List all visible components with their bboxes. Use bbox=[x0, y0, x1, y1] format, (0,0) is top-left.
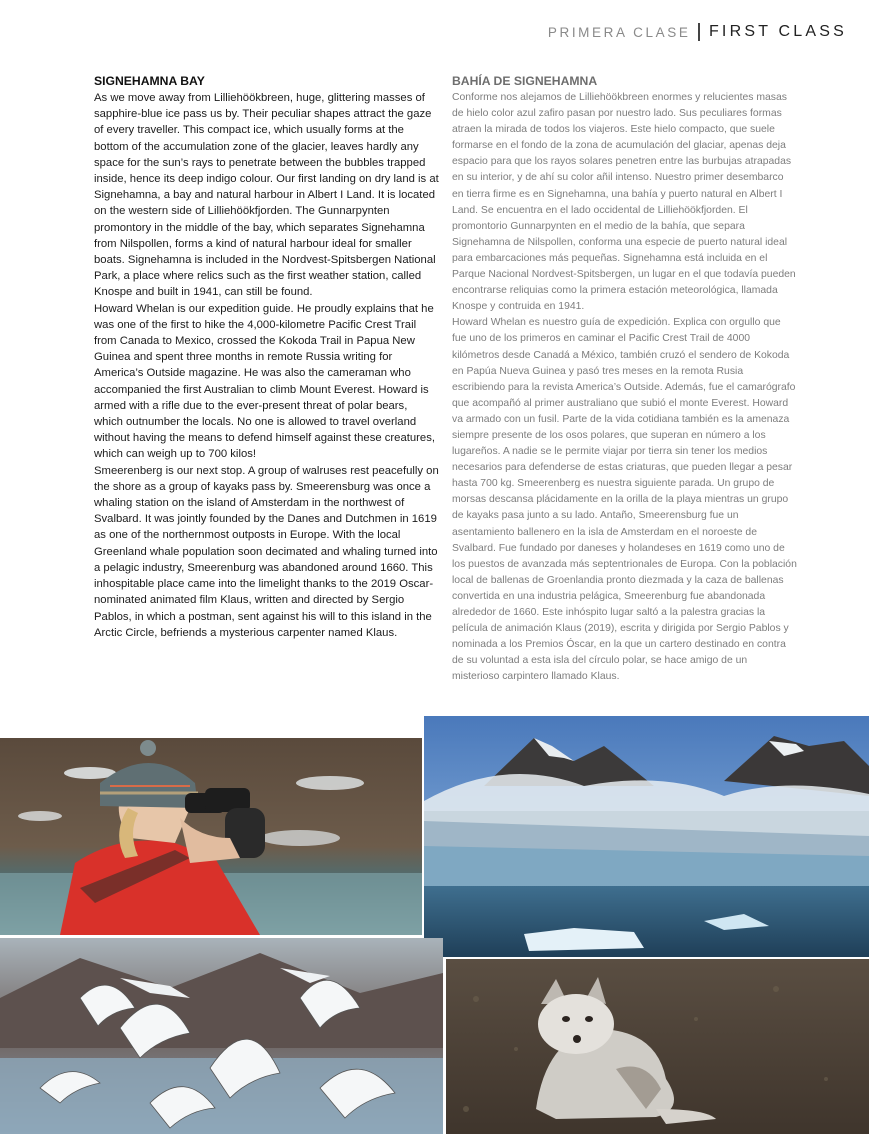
header-divider bbox=[698, 23, 700, 41]
hiker-binoculars-photo bbox=[0, 738, 422, 935]
english-paragraph: Smeerenberg is our next stop. A group of walruses rest peacefully on the shore as a group of kayaks pass by. Smeerensburg was once a whaling station on the island of Amsterdam in the northwest of Svalbard. It was jointly founded by the Danes and Dutchmen in 1619 as one of the northernmost outposts in Europe. With the local Greenland whale population soon decimated and whaling turned into a pelagic industry, Smeerenburg was abandoned around 1660. This inhospitable place came into the limelight thanks to the 2019 Oscar-nominated animated film Klaus, written and directed by Sergio Pablos, in which a postman, sent against his will to this island in the Arctic Circle, befriends a mysterious carpenter named Klaus. bbox=[94, 464, 439, 639]
spanish-paragraph: Conforme nos alejamos de Lilliehöökbreen enormes y relucientes masas de hielo color azul zafiro pasan por nuestro lado. Sus peculiares formas atraen la mirada de todos los viajeros. Este hielo compacto, que suele formarse en el fondo de la zona de acumulación del glaciar, apenas deja espacio para que los rayos solares penetren entre las burbujas atrapadas en su interior, y de ahí su color añil intenso. Nuestro primer desembarco en tierra firme es en Signehamna, una bahía y puerto natural en Albert I Land. Se encuentra en el lado occidental de Lilliehöökfjorden. El promontorio Gunnarpynten en el medio de la bahía, que separa Signehamna de Nilspollen, conforma una especie de puerto natural ideal para embarcaciones más pequeñas. Signehamna está incluida en el Parque Nacional Nordvest-Spitsbergen, un lugar en el que todavía pueden encontrarse reliquias como la primera estación meteorológica, llamada Knospe y contruida en 1941. bbox=[452, 92, 796, 313]
spanish-article-title: BAHÍA DE SIGNEHAMNA bbox=[452, 74, 598, 88]
page-header bbox=[548, 22, 847, 42]
seagulls-photo bbox=[0, 938, 443, 1134]
spanish-article-column bbox=[452, 74, 797, 685]
section-title-english: FIRST CLASS bbox=[708, 23, 847, 40]
spanish-paragraph: Howard Whelan es nuestro guía de expedición. Explica con orgullo que fue uno de los primeros en caminar el Pacific Crest Trail de 4000 kilómetros desde Canadá a México, también cruzó el sendero de Kokoda en Papúa Nueva Guinea y pasó tres meses en la remota Rusia escribiendo para la revista America’s Outside. Además, fue el camarógrafo que acompañó al primer australiano que subió el monte Everest. Howard va armado con un fusil. Parte de la vida cotidiana también es la amenaza siempre presente de los osos polares, que superan en número a los lugareños. A nadie se le permite viajar por tierra sin tener los medios necesarios para defenderse de estas criaturas, que pueden llegar a pesar hasta 700 kg. Smeerenberg es nuestra siguiente parada. Un grupo de morsas descansa plácidamente en la orilla de la playa mientras un grupo de kayaks pasa junto a su lado. Antaño, Smeerensburg fue un asentamiento ballenero en la isla de Amsterdam en el noroeste de Svalbard. Fue fundado por daneses y holandeses en 1619 como uno de los puestos de avanzada más septentrionales de Europa. Con la población local de ballenas de Groenlandia pronto diezmada y la caza de ballenas convertida en una industria pelágica, Smeerenburg fue abandonada alrededor de 1660. Este inhóspito lugar saltó a la palestra gracias la película de animación Klaus (2019), escrita y dirigida por Sergio Pablos y nominada a los Premios Óscar, en la que un cartero destinado en contra de su voluntad a esta isla del círculo polar, se hace amigo de un misterioso carpintero llamado Klaus. bbox=[452, 317, 797, 683]
english-paragraph: Howard Whelan is our expedition guide. He proudly explains that he was one of the first to hike the 4,000-kilometre Pacific Crest Trail from Canada to Mexico, crossed the Kokoda Trail in Papua New Guinea and spent three months in remote Russia writing for America’s Outside magazine. He was also the cameraman who accompanied the first Australian to climb Mount Everest. Howard is armed with a rifle due to the ever-present threat of polar bears, which outnumber the locals. No one is allowed to travel overland without having the means to defend himself against these creatures, which can weigh up to 700 kilos! bbox=[94, 302, 435, 461]
english-paragraph: As we move away from Lilliehöökbreen, huge, glittering masses of sapphire-blue ice pass us by. Their peculiar shapes attract the gaze of every traveller. This compact ice, which usually forms at the bottom of the accumulation zone of the glacier, leaves hardly any space for the sun’s rays to penetrate between the bubbles trapped inside, hence its deep indigo colour. Our first landing on dry land is at Signehamna, a bay and natural harbour in Albert I Land. It is located on the western side of Lilliehöökfjorden. The Gunnarpynten promontory in the middle of the bay, which separates Signehamna from Nilspollen, forms a kind of natural harbour ideal for smaller boats. Signehamna is included in the Nordvest-Spitsbergen National Park, a place where relics such as the first weather station, called Knospe and built in 1941, can still be found. bbox=[94, 92, 439, 299]
section-title-spanish: PRIMERA CLASE bbox=[547, 24, 691, 40]
arctic-fox-photo bbox=[446, 959, 869, 1134]
english-article-title: SIGNEHAMNA BAY bbox=[94, 74, 205, 88]
glacier-mountains-photo bbox=[424, 716, 869, 957]
english-article-column bbox=[94, 74, 439, 641]
